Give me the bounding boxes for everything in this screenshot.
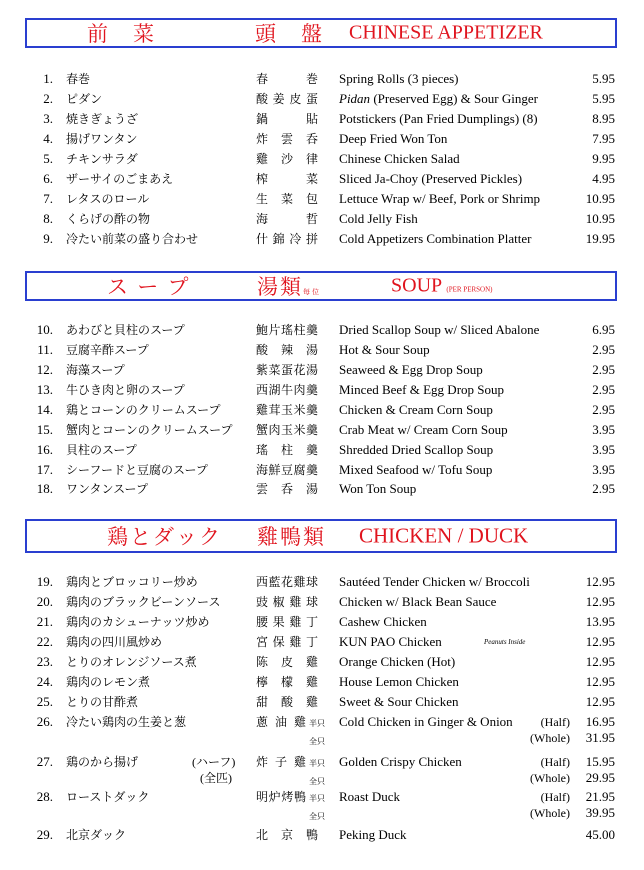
item-name-japanese: 冷たい鶏肉の生姜と葱	[66, 715, 187, 729]
item-name-chinese: 春 巻	[256, 72, 318, 86]
item-name-chinese: 瑤柱羹	[256, 443, 318, 457]
item-number: 6.	[43, 171, 53, 186]
item-price: 6.95	[592, 322, 615, 337]
item-name-english	[339, 149, 460, 169]
appetizer-header-en: CHINESE APPETIZER	[349, 21, 543, 44]
item-number: 26.	[36, 714, 53, 729]
item-name-english-text: House Lemon Chicken	[339, 674, 459, 689]
item-name-english-text: Cashew Chicken	[339, 614, 427, 629]
item-half-price: 15.95	[585, 754, 615, 769]
item-name-chinese: 海鮮豆腐羹	[256, 463, 318, 477]
item-whole-label: (Whole)	[530, 771, 570, 785]
menu-item	[0, 209, 644, 229]
item-chinese-half-note: 半只	[309, 719, 325, 728]
item-half-label: (Half)	[540, 715, 570, 729]
item-price: 2.95	[592, 402, 615, 417]
menu-item	[0, 229, 644, 249]
menu-item	[0, 360, 644, 380]
item-name-japanese: 揚げワンタン	[66, 132, 138, 146]
item-name-chinese: 鍋 貼	[256, 112, 318, 126]
item-name-english-text: Hot & Sour Soup	[339, 342, 430, 357]
item-name-english-text: Cold Chicken in Ginger & Onion	[339, 714, 513, 729]
item-price: 2.95	[592, 342, 615, 357]
item-name-english-text: Peking Duck	[339, 827, 407, 842]
menu-item	[0, 189, 644, 209]
menu-item	[0, 89, 644, 109]
item-name-english-text: Sautéed Tender Chicken w/ Broccoli	[339, 574, 530, 589]
item-name-english-italic: Pidan	[339, 91, 371, 106]
item-name-english-text: Chicken w/ Black Bean Sauce	[339, 594, 497, 609]
item-name-japanese: あわびと貝柱のスープ	[66, 323, 185, 337]
item-price: 9.95	[592, 151, 615, 166]
item-name-english	[339, 209, 418, 229]
item-name-japanese: 貝柱のスープ	[66, 443, 137, 457]
item-name-chinese: 甜酸雞	[256, 695, 318, 709]
item-whole-price: 31.95	[585, 730, 615, 745]
item-number: 24.	[36, 674, 53, 689]
item-name-english	[339, 169, 522, 189]
item-name-chinese: 酸姜皮蛋	[256, 92, 318, 106]
item-name-chinese: 西湖牛肉羹	[256, 383, 318, 397]
item-name-english	[339, 692, 459, 712]
item-name-english-text: Shredded Dried Scallop Soup	[339, 442, 494, 457]
item-chinese-whole-note: 全只	[309, 737, 325, 746]
item-number: 25.	[36, 694, 53, 709]
menu-item	[0, 400, 644, 420]
item-name-english	[339, 189, 540, 209]
menu-item	[0, 460, 644, 480]
item-number: 13.	[36, 382, 53, 397]
item-name-chinese: 陈皮雞	[256, 655, 318, 669]
item-name-chinese: 紫菜蛋花湯	[256, 363, 318, 377]
item-name-chinese: 蟹肉玉米羹	[256, 423, 318, 437]
item-name-japanese: 豆腐辛酢スープ	[66, 343, 149, 357]
item-name-english-text: Mixed Seafood w/ Tofu Soup	[339, 462, 493, 477]
item-half-label: (Half)	[540, 790, 570, 804]
menu-item	[0, 69, 644, 89]
item-number: 18.	[36, 481, 53, 496]
item-name-japanese: 焼きぎょうざ	[66, 112, 139, 126]
item-name-english	[339, 229, 531, 249]
item-name-english-text: Spring Rolls (3 pieces)	[339, 71, 459, 86]
item-name-english	[339, 460, 492, 480]
item-chinese-whole-note: 全只	[309, 777, 325, 786]
item-name-japanese: ピダン	[66, 92, 103, 106]
soup-header-zh-note: 每位	[303, 288, 321, 296]
item-price: 3.95	[592, 422, 615, 437]
item-price: 12.95	[585, 674, 615, 689]
item-price: 5.95	[592, 91, 615, 106]
item-name-english-text: (Preserved Egg) & Sour Ginger	[370, 91, 538, 106]
item-name-english-text: Won Ton Soup	[339, 481, 417, 496]
item-name-english-text: Cold Appetizers Combination Platter	[339, 231, 532, 246]
item-name-english-text: Orange Chicken (Hot)	[339, 654, 456, 669]
item-japanese-whole-note: (全匹)	[200, 771, 232, 785]
item-number: 5.	[43, 151, 53, 166]
menu-item	[0, 109, 644, 129]
item-name-japanese: 蟹肉とコーンのクリームスープ	[66, 423, 233, 437]
item-price: 2.95	[592, 382, 615, 397]
item-name-english-text: Golden Crispy Chicken	[339, 754, 462, 769]
item-whole-price: 29.95	[585, 770, 615, 785]
item-name-english	[339, 109, 538, 129]
item-price: 8.95	[592, 111, 615, 126]
item-price: 10.95	[585, 191, 615, 206]
soup-header	[25, 271, 617, 301]
item-name-chinese: 生菜包	[256, 192, 318, 206]
menu-item	[0, 572, 644, 592]
item-whole-price: 39.95	[585, 805, 615, 820]
chicken-header-en: CHICKEN / DUCK	[359, 523, 529, 548]
item-name-english	[339, 592, 496, 612]
item-number: 11.	[37, 342, 53, 357]
item-name-chinese: 什錦冷拼	[256, 232, 318, 246]
item-number: 7.	[43, 191, 53, 206]
item-name-japanese: 北京ダック	[66, 828, 127, 842]
item-half-label: (Half)	[540, 755, 570, 769]
menu-item	[0, 420, 644, 440]
item-number: 16.	[36, 442, 53, 457]
item-number: 8.	[43, 211, 53, 226]
menu-item	[0, 129, 644, 149]
menu-item	[0, 692, 644, 712]
item-name-chinese: 蔥油雞	[256, 715, 306, 729]
item-name-chinese: 西藍花雞球	[256, 575, 318, 589]
item-number: 14.	[36, 402, 53, 417]
item-name-english-text: Chinese Chicken Salad	[339, 151, 460, 166]
item-note: Peanuts Inside	[484, 638, 526, 646]
appetizer-header-zh: 頭 盤	[255, 22, 324, 46]
item-number: 12.	[36, 362, 53, 377]
menu-item-whole	[0, 803, 644, 823]
item-name-english-text: Potstickers (Pan Fried Dumplings) (8)	[339, 111, 538, 126]
menu-item-whole	[0, 728, 644, 748]
menu-item	[0, 149, 644, 169]
item-price: 12.95	[585, 694, 615, 709]
item-number: 10.	[36, 322, 53, 337]
item-price: 3.95	[592, 462, 615, 477]
item-name-japanese: ザーサイのごまあえ	[66, 172, 174, 186]
item-number: 20.	[36, 594, 53, 609]
item-name-chinese: 酸辣湯	[256, 343, 318, 357]
menu-item	[0, 825, 644, 845]
item-price: 13.95	[585, 614, 615, 629]
menu-item	[0, 612, 644, 632]
item-price: 19.95	[585, 231, 615, 246]
item-number: 27.	[36, 754, 53, 769]
item-price: 12.95	[585, 654, 615, 669]
item-chinese-half-note: 半只	[309, 759, 325, 768]
item-name-english-text: KUN PAO Chicken	[339, 634, 442, 649]
item-name-chinese: 明炉烤鴨	[256, 790, 306, 804]
item-price: 12.95	[585, 634, 615, 649]
item-name-english	[339, 69, 459, 89]
item-price: 2.95	[592, 362, 615, 377]
item-name-english	[339, 612, 427, 632]
menu-item	[0, 440, 644, 460]
item-name-english	[339, 652, 455, 672]
menu-item	[0, 479, 644, 499]
soup-header-en: SOUP	[391, 274, 442, 297]
item-name-japanese: 鶏肉のカシューナッツ炒め	[66, 615, 210, 629]
menu-item	[0, 652, 644, 672]
item-price: 10.95	[585, 211, 615, 226]
item-name-chinese: 雞沙律	[256, 152, 318, 166]
item-name-chinese: 鮑片瑤柱羹	[256, 323, 318, 337]
item-name-english	[339, 420, 508, 440]
item-name-english	[339, 440, 493, 460]
item-name-japanese: 鶏肉とブロッコリー炒め	[66, 575, 198, 589]
item-name-english	[339, 572, 530, 592]
item-name-japanese: チキンサラダ	[66, 152, 138, 166]
item-name-japanese: 鶏とコーンのクリームスープ	[66, 403, 221, 417]
item-number: 22.	[36, 634, 53, 649]
item-chinese-whole-note: 全只	[309, 812, 325, 821]
item-price: 45.00	[585, 827, 615, 842]
item-name-chinese: 榨 菜	[256, 172, 318, 186]
item-whole-label: (Whole)	[530, 806, 570, 820]
item-name-english-text: Sliced Ja-Choy (Preserved Pickles)	[339, 171, 523, 186]
item-name-chinese: 腰果雞丁	[256, 615, 318, 629]
item-name-english	[339, 360, 483, 380]
item-name-chinese: 雲呑湯	[256, 482, 318, 496]
soup-header-ja: ス ー プ	[107, 275, 191, 299]
item-half-price: 16.95	[585, 714, 615, 729]
chicken-header-ja: 鶏とダック	[107, 525, 222, 549]
item-name-english	[339, 632, 442, 652]
menu-item	[0, 169, 644, 189]
item-price: 12.95	[585, 594, 615, 609]
menu-item	[0, 592, 644, 612]
appetizer-header	[25, 18, 617, 48]
item-half-price: 21.95	[585, 789, 615, 804]
item-name-japanese: 海藻スープ	[66, 363, 125, 377]
item-name-japanese: 鶏肉のレモン煮	[66, 675, 151, 689]
item-name-japanese: 鶏肉のブラックビーンソース	[66, 595, 221, 609]
item-number: 17.	[36, 462, 53, 477]
item-name-english-text: Cold Jelly Fish	[339, 211, 418, 226]
item-whole-label: (Whole)	[530, 731, 570, 745]
item-number: 2.	[43, 91, 53, 106]
item-name-english	[339, 129, 447, 149]
menu-item	[0, 320, 644, 340]
soup-header-zh-wrap	[257, 271, 321, 301]
item-name-japanese: 鶏肉の四川風炒め	[66, 635, 163, 649]
menu-item	[0, 672, 644, 692]
item-name-english-text: Crab Meat w/ Cream Corn Soup	[339, 422, 508, 437]
soup-header-en-note: (PER PERSON)	[446, 285, 493, 294]
item-name-japanese: レタスのロール	[66, 192, 150, 206]
item-name-chinese: 檸檬雞	[256, 675, 318, 689]
item-name-english-text: Seaweed & Egg Drop Soup	[339, 362, 483, 377]
soup-header-en-wrap	[391, 275, 492, 298]
item-chinese-half-note: 半只	[309, 794, 325, 803]
item-number: 15.	[36, 422, 53, 437]
item-name-chinese: 北京鴨	[256, 828, 318, 842]
chicken-header-zh: 雞鴨類	[257, 525, 326, 549]
item-number: 23.	[36, 654, 53, 669]
item-name-japanese: くらげの酢の物	[66, 212, 151, 226]
item-name-english	[339, 672, 459, 692]
item-name-english	[339, 340, 430, 360]
item-number: 3.	[43, 111, 53, 126]
menu-item	[0, 340, 644, 360]
item-name-english	[339, 89, 538, 109]
item-name-chinese: 海 哲	[256, 212, 318, 226]
item-number: 9.	[43, 231, 53, 246]
item-name-japanese: 牛ひき肉と卵のスープ	[66, 383, 185, 397]
item-name-english-text: Minced Beef & Egg Drop Soup	[339, 382, 505, 397]
item-name-english-text: Lettuce Wrap w/ Beef, Pork or Shrimp	[339, 191, 541, 206]
item-number: 29.	[36, 827, 53, 842]
menu-item	[0, 380, 644, 400]
item-name-japanese: とりの甘酢煮	[66, 695, 139, 709]
item-name-japanese: 鶏のから揚げ	[66, 755, 139, 769]
item-name-chinese: 炸雲呑	[256, 132, 318, 146]
item-price: 5.95	[592, 71, 615, 86]
item-price: 12.95	[585, 574, 615, 589]
item-name-japanese: 春巻	[66, 72, 91, 86]
chicken-header	[25, 519, 617, 553]
menu-item-whole	[0, 768, 644, 788]
item-name-english-text: Dried Scallop Soup w/ Sliced Abalone	[339, 322, 540, 337]
item-price: 7.95	[592, 131, 615, 146]
item-name-english	[339, 380, 504, 400]
item-name-chinese: 宮保雞丁	[256, 635, 318, 649]
item-number: 21.	[36, 614, 53, 629]
item-name-english	[339, 479, 416, 499]
item-name-english	[339, 825, 407, 845]
item-price: 4.95	[592, 171, 615, 186]
item-number: 1.	[43, 71, 53, 86]
item-name-japanese: 冷たい前菜の盛り合わせ	[66, 232, 199, 246]
item-name-japanese: とりのオレンジソース煮	[66, 655, 197, 669]
item-name-japanese: ローストダック	[66, 790, 150, 804]
item-price: 3.95	[592, 442, 615, 457]
item-name-english-text: Roast Duck	[339, 789, 401, 804]
item-number: 4.	[43, 131, 53, 146]
item-name-japanese: シーフードと豆腐のスープ	[66, 463, 208, 477]
appetizer-header-ja: 前 菜	[87, 22, 156, 46]
item-name-english	[339, 400, 493, 420]
item-number: 28.	[36, 789, 53, 804]
item-name-chinese: 炸子雞	[256, 755, 306, 769]
menu-item	[0, 632, 644, 652]
item-name-chinese: 豉椒雞球	[256, 595, 318, 609]
item-japanese-half-note: (ハーフ)	[192, 755, 236, 769]
item-name-japanese: ワンタンスープ	[66, 482, 148, 496]
item-name-english-text: Chicken & Cream Corn Soup	[339, 402, 493, 417]
item-name-english-text: Sweet & Sour Chicken	[339, 694, 459, 709]
item-name-english	[339, 320, 539, 340]
item-number: 19.	[36, 574, 53, 589]
item-price: 2.95	[592, 481, 615, 496]
soup-header-zh: 湯類	[257, 275, 303, 299]
item-name-english-text: Deep Fried Won Ton	[339, 131, 448, 146]
item-name-chinese: 雞茸玉米羹	[256, 403, 318, 417]
